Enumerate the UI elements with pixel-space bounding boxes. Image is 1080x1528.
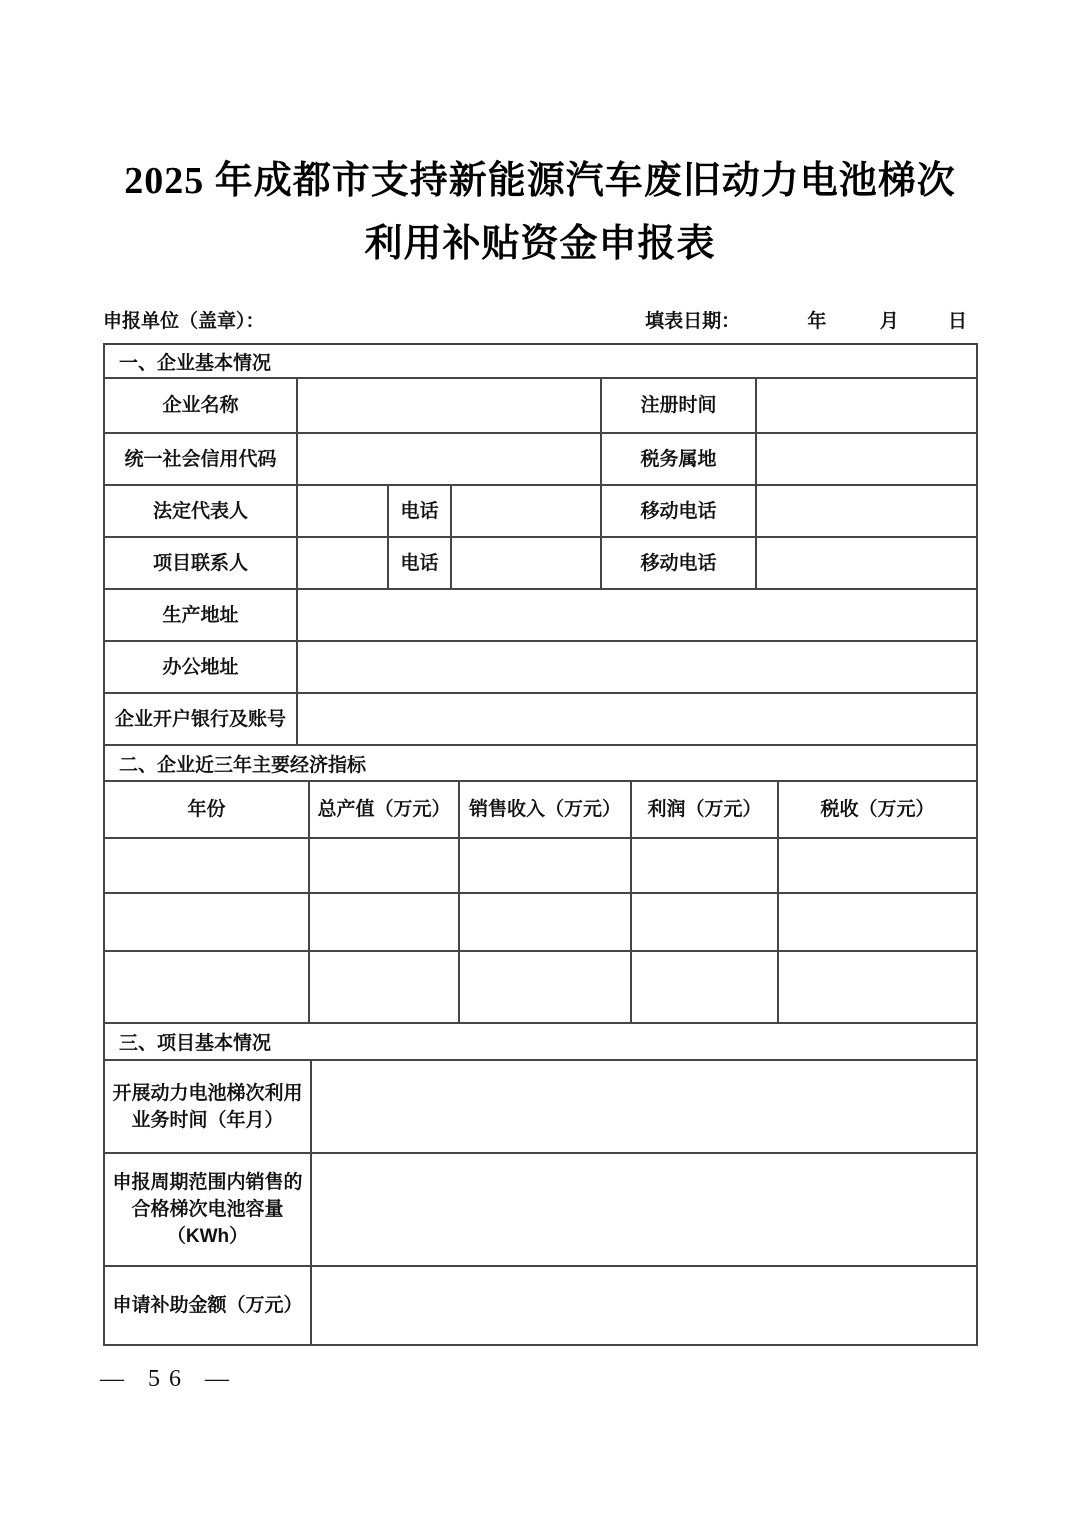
credit-code-value [298, 434, 602, 484]
econ-profit-cell [632, 894, 779, 950]
office-address-label: 办公地址 [105, 642, 298, 692]
econ-tax-cell [779, 839, 976, 892]
legal-rep-mobile-value [757, 486, 976, 536]
fill-date-day-label: 日 [947, 311, 967, 332]
fill-date-month-label: 月 [879, 311, 899, 332]
battery-capacity-label-line3: （KWh） [166, 1226, 249, 1247]
econ-header-profit: 利润（万元） [632, 782, 779, 837]
project-contact-phone-label: 电话 [389, 538, 452, 588]
office-address-value [298, 642, 976, 692]
project-contact-label: 项目联系人 [105, 538, 298, 588]
row-production-address [105, 588, 976, 640]
project-contact-phone-value [452, 538, 602, 588]
battery-capacity-label-line2: 合格梯次电池容量 [131, 1199, 284, 1220]
applicant-seal-label: 申报单位（盖章）： [103, 311, 265, 332]
legal-rep-label: 法定代表人 [105, 486, 298, 536]
econ-sales-cell [460, 952, 632, 1022]
econ-profit-cell [632, 839, 779, 892]
econ-output-cell [310, 952, 460, 1022]
econ-tax-cell [779, 894, 976, 950]
row-project-contact [105, 536, 976, 588]
econ-year-cell [105, 894, 310, 950]
production-address-value [298, 590, 976, 640]
tax-location-value [757, 434, 976, 484]
econ-output-cell [310, 894, 460, 950]
page-number: — 56 — [100, 1366, 238, 1392]
application-form-table [103, 343, 978, 1346]
project-contact-value [298, 538, 389, 588]
form-title-line2: 利用补贴资金申报表 [364, 223, 716, 265]
subsidy-amount-value [312, 1267, 976, 1344]
row-qualified-battery-capacity [105, 1152, 976, 1265]
econ-sales-cell [460, 839, 632, 892]
section1-header: 一、企业基本情况 [119, 352, 272, 374]
row-legal-representative [105, 484, 976, 536]
bank-account-value [298, 694, 976, 744]
econ-tax-cell [779, 952, 976, 1022]
section3-header: 三、项目基本情况 [105, 1022, 976, 1059]
subsidy-amount-label: 申请补助金额（万元） [105, 1267, 312, 1344]
project-contact-mobile-label: 移动电话 [602, 538, 757, 588]
fill-date-label: 填表日期： [645, 311, 741, 332]
credit-code-label: 统一社会信用代码 [105, 434, 298, 484]
company-name-value [298, 379, 602, 432]
legal-rep-mobile-label: 移动电话 [602, 486, 757, 536]
business-start-time-value [312, 1061, 976, 1152]
legal-rep-phone-value [452, 486, 602, 536]
legal-rep-phone-label: 电话 [389, 486, 452, 536]
row-business-start-time [105, 1059, 976, 1152]
battery-capacity-label [105, 1154, 312, 1265]
form-title [60, 150, 1020, 276]
business-start-time-label-line2: 业务时间（年月） [131, 1109, 284, 1131]
tax-location-label: 税务属地 [602, 434, 757, 484]
econ-year-cell [105, 952, 310, 1022]
company-name-label: 企业名称 [105, 379, 298, 432]
form-title-line1: 2025 年成都市支持新能源汽车废旧动力电池梯次 [124, 160, 956, 202]
econ-sales-cell [460, 894, 632, 950]
economic-table-row [105, 837, 976, 892]
econ-year-cell [105, 839, 310, 892]
econ-profit-cell [632, 952, 779, 1022]
row-credit-code [105, 432, 976, 484]
row-office-address [105, 640, 976, 692]
fill-date-group [645, 306, 977, 333]
bank-account-label: 企业开户银行及账号 [105, 694, 298, 744]
business-start-time-label-line1: 开展动力电池梯次利用 [112, 1082, 303, 1104]
econ-header-tax: 税收（万元） [820, 799, 935, 820]
economic-table-row [105, 950, 976, 1022]
econ-output-cell [310, 839, 460, 892]
economic-table-header-row [105, 780, 976, 837]
registration-time-label: 注册时间 [602, 379, 757, 432]
row-subsidy-amount [105, 1265, 976, 1344]
econ-header-output: 总产值（万元） [310, 782, 460, 837]
battery-capacity-value [312, 1154, 976, 1265]
legal-rep-value [298, 486, 389, 536]
economic-table-row [105, 892, 976, 950]
row-company-name [105, 377, 976, 432]
production-address-label: 生产地址 [105, 590, 298, 640]
fill-date-year-label: 年 [807, 311, 827, 332]
econ-header-sales: 销售收入（万元） [460, 782, 632, 837]
meta-row [103, 306, 977, 333]
section2-header: 二、企业近三年主要经济指标 [105, 744, 976, 780]
business-start-time-label [105, 1061, 312, 1152]
econ-header-year: 年份 [105, 782, 310, 837]
project-contact-mobile-value [757, 538, 976, 588]
row-bank-account [105, 692, 976, 744]
registration-time-value [757, 379, 976, 432]
battery-capacity-label-line1: 申报周期范围内销售的 [112, 1172, 303, 1193]
